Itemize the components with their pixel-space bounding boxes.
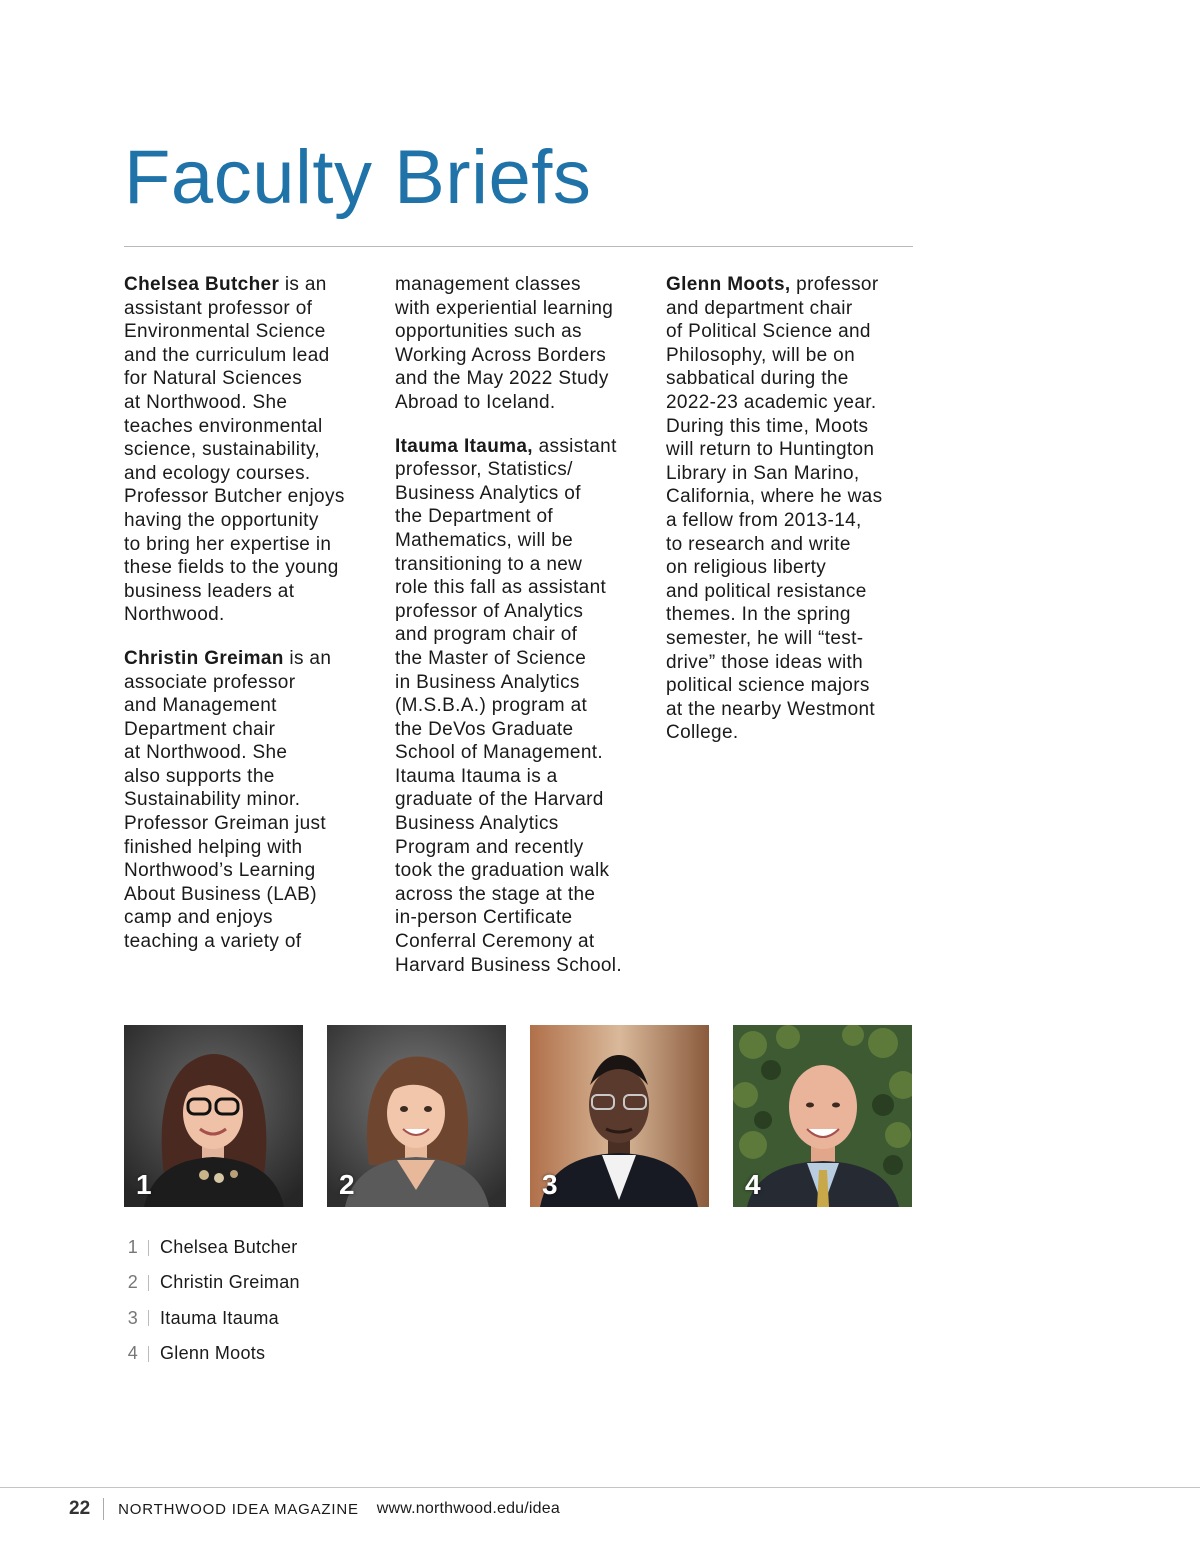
title-divider	[124, 246, 913, 247]
caption-name: Chelsea Butcher	[160, 1237, 298, 1258]
brief-continuation	[395, 273, 655, 415]
photo-number: 3	[542, 1169, 558, 1200]
brief-text: is an associate professor and Management Department chair at Northwood. She also supports the Sustainability minor. Professor Greiman just finished helping with Northwood’s Learning About Business (LAB) camp and enjoys teaching a variety of	[124, 647, 332, 953]
footer-divider	[0, 1487, 1200, 1488]
brief-itauma-itauma	[395, 435, 655, 978]
page-number: 22	[69, 1498, 91, 1519]
brief-text: is an assistant professor of Environmental Science and the curriculum lead for Natural Sciences at Northwood. She teaches environmental science, sustainability, and ecology courses. Professor Butcher enjoys having the opportunity to bring her expertise in these fields to the young business leaders at Northwood.	[124, 274, 345, 626]
photo-captions	[124, 1230, 300, 1371]
magazine-url[interactable]: www.northwood.edu/idea	[376, 1500, 560, 1517]
brief-text: management classes with experiential learning opportunities such as Working Across Borders and the May 2022 Study Abroad to Iceland.	[395, 274, 614, 413]
brief-chelsea-butcher	[124, 273, 384, 627]
brief-christin-greiman	[124, 647, 384, 954]
caption-divider	[148, 1310, 149, 1326]
caption-item	[124, 1301, 300, 1336]
caption-name: Glenn Moots	[160, 1343, 266, 1364]
brief-text: assistant professor, Statistics/ Business Analytics of the Department of Mathematics, will be transitioning to a new role this fall as assistant professor of Analytics and program chair of the Master of Science in Business Analytics (M.S.B.A.) program at the DeVos Graduate School of Management. Itauma Itauma is a graduate of the Harvard Business Analytics Program and recently took the graduation walk across the stage at the in-person Certificate Conferral Ceremony at Harvard Business School.	[395, 435, 623, 976]
caption-divider	[148, 1275, 149, 1291]
caption-item	[124, 1265, 300, 1300]
caption-item	[124, 1336, 300, 1371]
faculty-name: Glenn Moots,	[666, 274, 791, 295]
page-title: Faculty Briefs	[124, 135, 592, 220]
magazine-name: NORTHWOOD IDEA MAGAZINE	[118, 1500, 359, 1518]
portrait-christin-greiman	[327, 1025, 506, 1207]
caption-number: 3	[127, 1307, 138, 1328]
caption-divider	[148, 1240, 149, 1256]
page-footer	[69, 1498, 560, 1520]
portrait-glenn-moots	[733, 1025, 912, 1207]
footer-separator	[103, 1498, 104, 1520]
article-column-1	[124, 273, 384, 974]
caption-number: 4	[127, 1343, 138, 1364]
photo-number: 2	[339, 1169, 355, 1200]
caption-name: Christin Greiman	[160, 1272, 300, 1293]
faculty-name: Chelsea Butcher	[124, 274, 280, 295]
article-column-2	[395, 273, 655, 997]
caption-name: Itauma Itauma	[160, 1307, 279, 1328]
caption-number: 2	[127, 1272, 138, 1293]
brief-text: professor and department chair of Political Science and Philosophy, will be on sabbatical during the 2022-23 academic year. During this time, Moots will return to Huntington Library in San Marino, California, where he was a fellow from 2013-14, to research and write on religious liberty and political resistance themes. In the spring semester, he will “test- drive” those ideas with political science majors at the nearby Westmont College.	[666, 274, 883, 744]
photo-number: 4	[745, 1169, 761, 1200]
caption-divider	[148, 1346, 149, 1362]
brief-glenn-moots	[666, 273, 926, 745]
caption-number: 1	[127, 1237, 138, 1258]
portrait-itauma-itauma	[530, 1025, 709, 1207]
photo-number: 1	[136, 1169, 152, 1200]
faculty-name: Itauma Itauma,	[395, 435, 533, 457]
caption-item	[124, 1230, 300, 1265]
article-column-3	[666, 273, 926, 765]
faculty-name: Christin Greiman	[124, 647, 284, 669]
portrait-chelsea-butcher	[124, 1025, 303, 1207]
